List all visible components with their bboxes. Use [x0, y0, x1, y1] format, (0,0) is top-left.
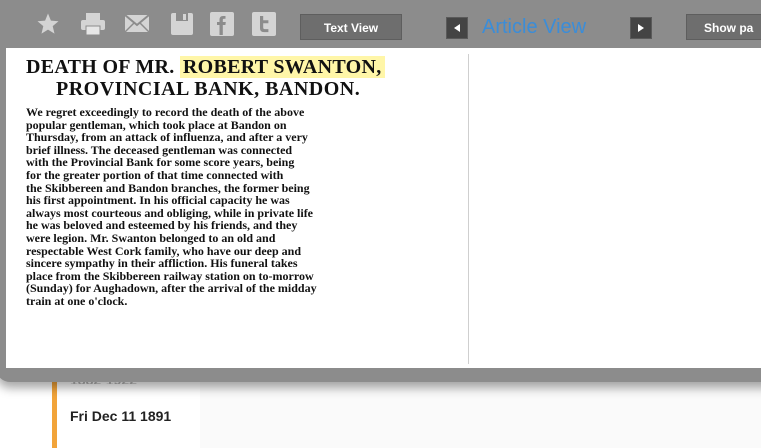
body-line: place from the Skibbereen railway station on to-morrow	[26, 268, 314, 283]
save-icon[interactable]	[170, 12, 194, 36]
previous-article-button[interactable]	[446, 17, 468, 39]
article-body	[26, 106, 464, 308]
body-line: with the Provincial Bank for some score years, being	[26, 155, 295, 170]
sidebar-issue-date[interactable]: Fri Dec 11 1891	[70, 408, 172, 424]
body-line: always most courteous and obliging, while in private life	[26, 205, 314, 220]
twitter-icon[interactable]	[252, 12, 276, 36]
body-line: (Sunday) for Aughadown, after the arrival of the midday	[26, 281, 317, 296]
body-line: he was beloved and esteemed by his friends, and they	[26, 218, 298, 233]
arrow-right-icon	[636, 23, 646, 33]
content-strip	[200, 378, 761, 448]
viewer-toolbar	[0, 0, 761, 48]
text-view-button[interactable]: Text View	[300, 14, 402, 40]
body-line: We regret exceedingly to record the death of the above	[26, 105, 305, 119]
body-line: Thursday, from an attack of influenza, and after a very	[26, 130, 308, 145]
email-icon[interactable]	[124, 12, 148, 36]
show-page-button[interactable]: Show pa	[686, 14, 761, 40]
headline-line-1	[26, 56, 385, 79]
body-line: train at one o'clock.	[26, 293, 128, 308]
body-line: were legion. Mr. Swanton belonged to an old and	[26, 230, 276, 245]
body-line: respectable West Cork family, who have our deep and	[26, 243, 302, 258]
arrow-left-icon	[452, 23, 462, 33]
headline-prefix: DEATH OF MR.	[26, 56, 180, 78]
facebook-icon[interactable]	[210, 12, 234, 36]
star-icon[interactable]	[36, 12, 60, 36]
headline-highlight: ROBERT SWANTON,	[180, 56, 385, 78]
next-article-button[interactable]	[630, 17, 652, 39]
body-line: his first appointment. In his official capacity he was	[26, 193, 290, 208]
body-line: for the greater portion of that time connected with	[26, 167, 284, 182]
body-line: popular gentleman, which took place at Bandon on	[26, 117, 287, 132]
body-line: the Skibbereen and Bandon branches, the former being	[26, 180, 310, 195]
article-view-label: Article View	[482, 16, 587, 38]
print-icon[interactable]	[80, 12, 104, 36]
body-line: brief illness. The deceased gentleman was connected	[26, 142, 293, 157]
body-line: sincere sympathy in their affliction. His funeral takes	[26, 256, 298, 271]
article-content-panel	[6, 48, 761, 368]
newspaper-clipping	[16, 54, 469, 364]
headline-line-2: PROVINCIAL BANK, BANDON.	[56, 78, 361, 100]
